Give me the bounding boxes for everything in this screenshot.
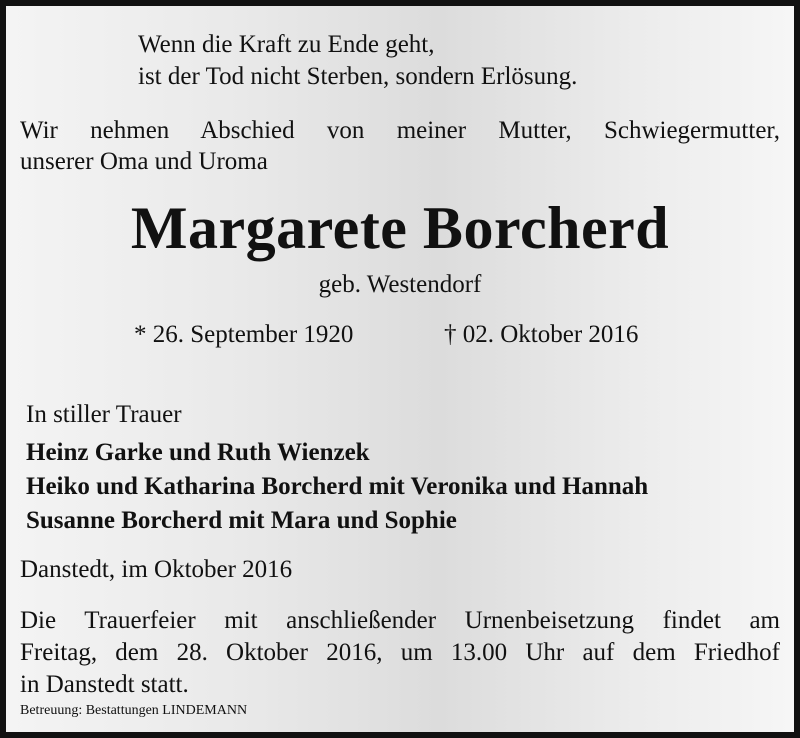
verse-line-2: ist der Tod nicht Sterben, sondern Erlösung. (138, 63, 578, 90)
service-line-3: in Danstedt statt. (20, 671, 189, 698)
verse-line-1: Wenn die Kraft zu Ende geht, (138, 31, 435, 58)
death-date: † 02. Oktober 2016 (444, 321, 639, 348)
funeral-home-credit: Betreuung: Bestattungen LINDEMANN (20, 703, 248, 718)
service-line-1: Die Trauerfeier mit anschließender Urnenbeisetzung findet am (20, 607, 780, 634)
birth-date: * 26. September 1920 (134, 321, 354, 348)
place-date: Danstedt, im Oktober 2016 (20, 556, 293, 583)
mourner-line: Heinz Garke und Ruth Wienzek (26, 439, 370, 466)
mourner-line: Heiko und Katharina Borcherd mit Veronika und Hannah (26, 473, 649, 500)
deceased-name: Margarete Borcherd (130, 195, 670, 261)
birth-name: geb. Westendorf (318, 271, 482, 298)
mourner-line: Susanne Borcherd mit Mara und Sophie (26, 507, 457, 534)
service-line-2: Freitag, dem 28. Oktober 2016, um 13.00 Uhr auf dem Friedhof (20, 639, 780, 666)
intro-line-1: Wir nehmen Abschied von meiner Mutter, Schwiegermutter, (20, 117, 780, 144)
intro-line-2: unserer Oma und Uroma (20, 148, 268, 175)
mourning-heading: In stiller Trauer (26, 401, 182, 428)
